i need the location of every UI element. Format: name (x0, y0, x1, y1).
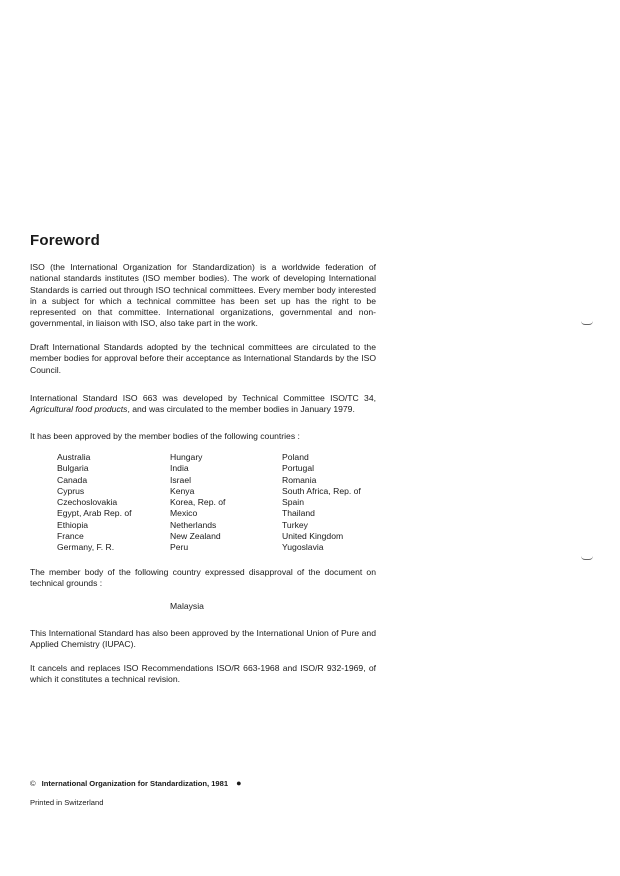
paragraph-development-start: International Standard ISO 663 was developed by Technical Committee ISO/TC 34, (30, 393, 376, 403)
copyright-text: International Organization for Standardization, 1981 (41, 779, 229, 788)
country-item: Romania (282, 474, 317, 485)
country-item: Bulgaria (57, 463, 89, 474)
country-item: Mexico (170, 508, 198, 519)
countries-column-2 (170, 452, 282, 554)
paragraph-development (30, 393, 376, 416)
country-item: India (170, 463, 189, 474)
country-item: United Kingdom (282, 531, 344, 542)
page-title: Foreword (30, 232, 100, 249)
country-item: Spain (282, 497, 304, 508)
printed-in: Printed in Switzerland (30, 798, 104, 807)
country-item: Poland (282, 452, 309, 462)
country-item: Egypt, Arab Rep. of (57, 508, 132, 519)
country-item: Kenya (170, 485, 195, 496)
paragraph-iso-intro: ISO (the International Organization for Standardization) is a worldwide federation of national standards institutes (ISO member bodies). The work of developing International Standards is carried out through ISO technical committees. Every member body interested in a subject for which a technical committee has been set up has the right to be represented on that committee. International organizations, governmental and non-governmental, in liaison with ISO, also take part in the work. (30, 262, 376, 329)
margin-mark (581, 556, 593, 560)
country-item: Czechoslovakia (57, 497, 118, 508)
country-item: Korea, Rep. of (170, 497, 226, 508)
country-item: Netherlands (170, 519, 217, 530)
paragraph-replaces: It cancels and replaces ISO Recommendations ISO/R 663-1968 and ISO/R 932-1969, of which it constitutes a technical revision. (30, 663, 376, 685)
committee-name: Agricultural food products (30, 404, 128, 415)
paragraph-iupac: This International Standard has also been approved by the International Union of Pure and Applied Chemistry (IUPAC). (30, 628, 376, 650)
countries-column-3 (282, 452, 387, 554)
country-item: Hungary (170, 452, 203, 462)
country-item: Yugoslavia (282, 542, 324, 553)
paragraph-approval: It has been approved by the member bodies of the following countries : (30, 431, 300, 441)
country-item: Australia (57, 452, 91, 462)
country-item: Ethiopia (57, 519, 89, 530)
country-item: Cyprus (57, 485, 85, 496)
country-item: Israel (170, 474, 192, 485)
country-item: Canada (57, 474, 88, 485)
copyright-line (30, 778, 242, 788)
margin-mark (581, 321, 593, 325)
country-item: South Africa, Rep. of (282, 485, 361, 496)
copyright-symbol: © (30, 779, 36, 788)
paragraph-disapproval: The member body of the following country expressed disapproval of the document on technical grounds : (30, 567, 376, 589)
country-item: Thailand (282, 508, 315, 519)
country-item: Turkey (282, 519, 308, 530)
country-item: Peru (170, 542, 189, 553)
paragraph-draft-standards: Draft International Standards adopted by the technical committees are circulated to the member bodies for approval before their acceptance as International Standards by the ISO Council. (30, 342, 376, 375)
disapproving-country: Malaysia (170, 601, 204, 611)
countries-list (57, 452, 387, 554)
country-item: New Zealand (170, 531, 221, 542)
country-item: Portugal (282, 463, 315, 474)
bullet-icon: ● (236, 778, 242, 788)
paragraph-development-end: , and was circulated to the member bodies in January 1979. (127, 404, 355, 415)
country-item: Germany, F. R. (57, 542, 115, 553)
countries-column-1 (57, 452, 170, 554)
country-item: France (57, 531, 84, 542)
